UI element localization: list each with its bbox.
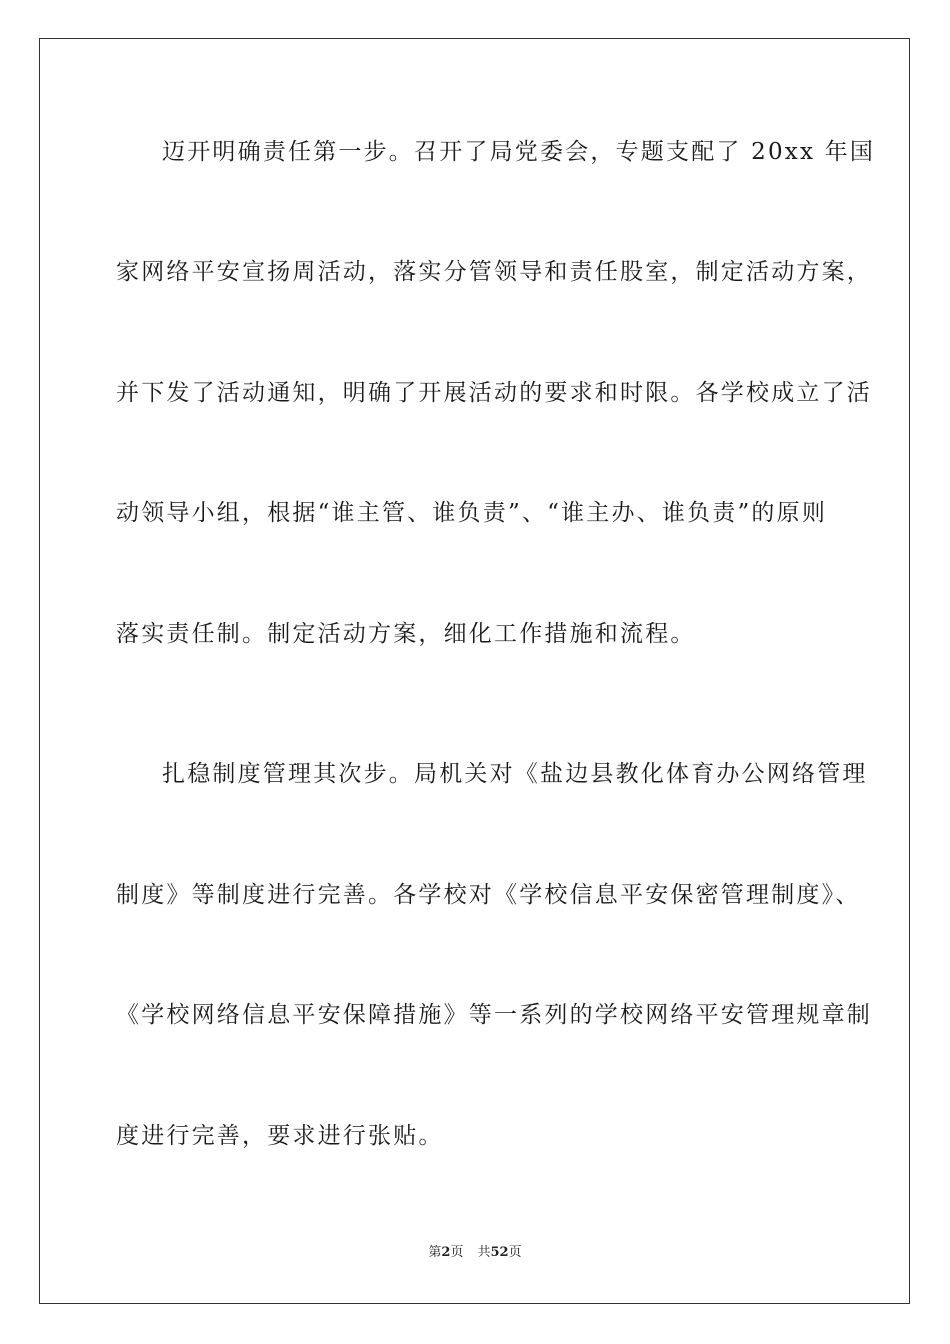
total-prefix: 共 (477, 1245, 491, 1260)
paragraph-1-line-2: 家网络平安宣扬周活动，落实分管领导和责任股室，制定活动方案， (116, 259, 872, 285)
page-number: 2 (441, 1245, 451, 1260)
page-prefix: 第 (428, 1245, 442, 1260)
paragraph-1-line-5: 落实责任制。制定活动方案，细化工作措施和流程。 (116, 621, 696, 647)
paragraph-2-line-3: 《学校网络信息平安保障措施》等一系列的学校网络平安管理规章制 (116, 1002, 872, 1028)
total-pages: 52 (490, 1245, 509, 1260)
page-suffix: 页 (450, 1245, 464, 1260)
paragraph-1-line-3: 并下发了活动通知，明确了开展活动的要求和时限。各学校成立了活 (116, 380, 872, 406)
paragraph-2-line-1: 扎稳制度管理其次步。局机关对《盐边县教化体育办公网络管理 (162, 761, 868, 787)
total-suffix: 页 (508, 1245, 522, 1260)
paragraph-2-line-4: 度进行完善，要求进行张贴。 (116, 1123, 444, 1149)
paragraph-2-line-2: 制度》等制度进行完善。各学校对《学校信息平安保密管理制度》、 (116, 882, 861, 908)
paragraph-1-line-4: 动领导小组，根据“谁主管、谁负责”、“谁主办、谁负责”的原则 (116, 500, 828, 526)
paragraph-1-line-1: 迈开明确责任第一步。召开了局党委会，专题支配了 20xx 年国 (162, 139, 876, 165)
page-footer (0, 1244, 950, 1262)
page-border (39, 38, 910, 1304)
